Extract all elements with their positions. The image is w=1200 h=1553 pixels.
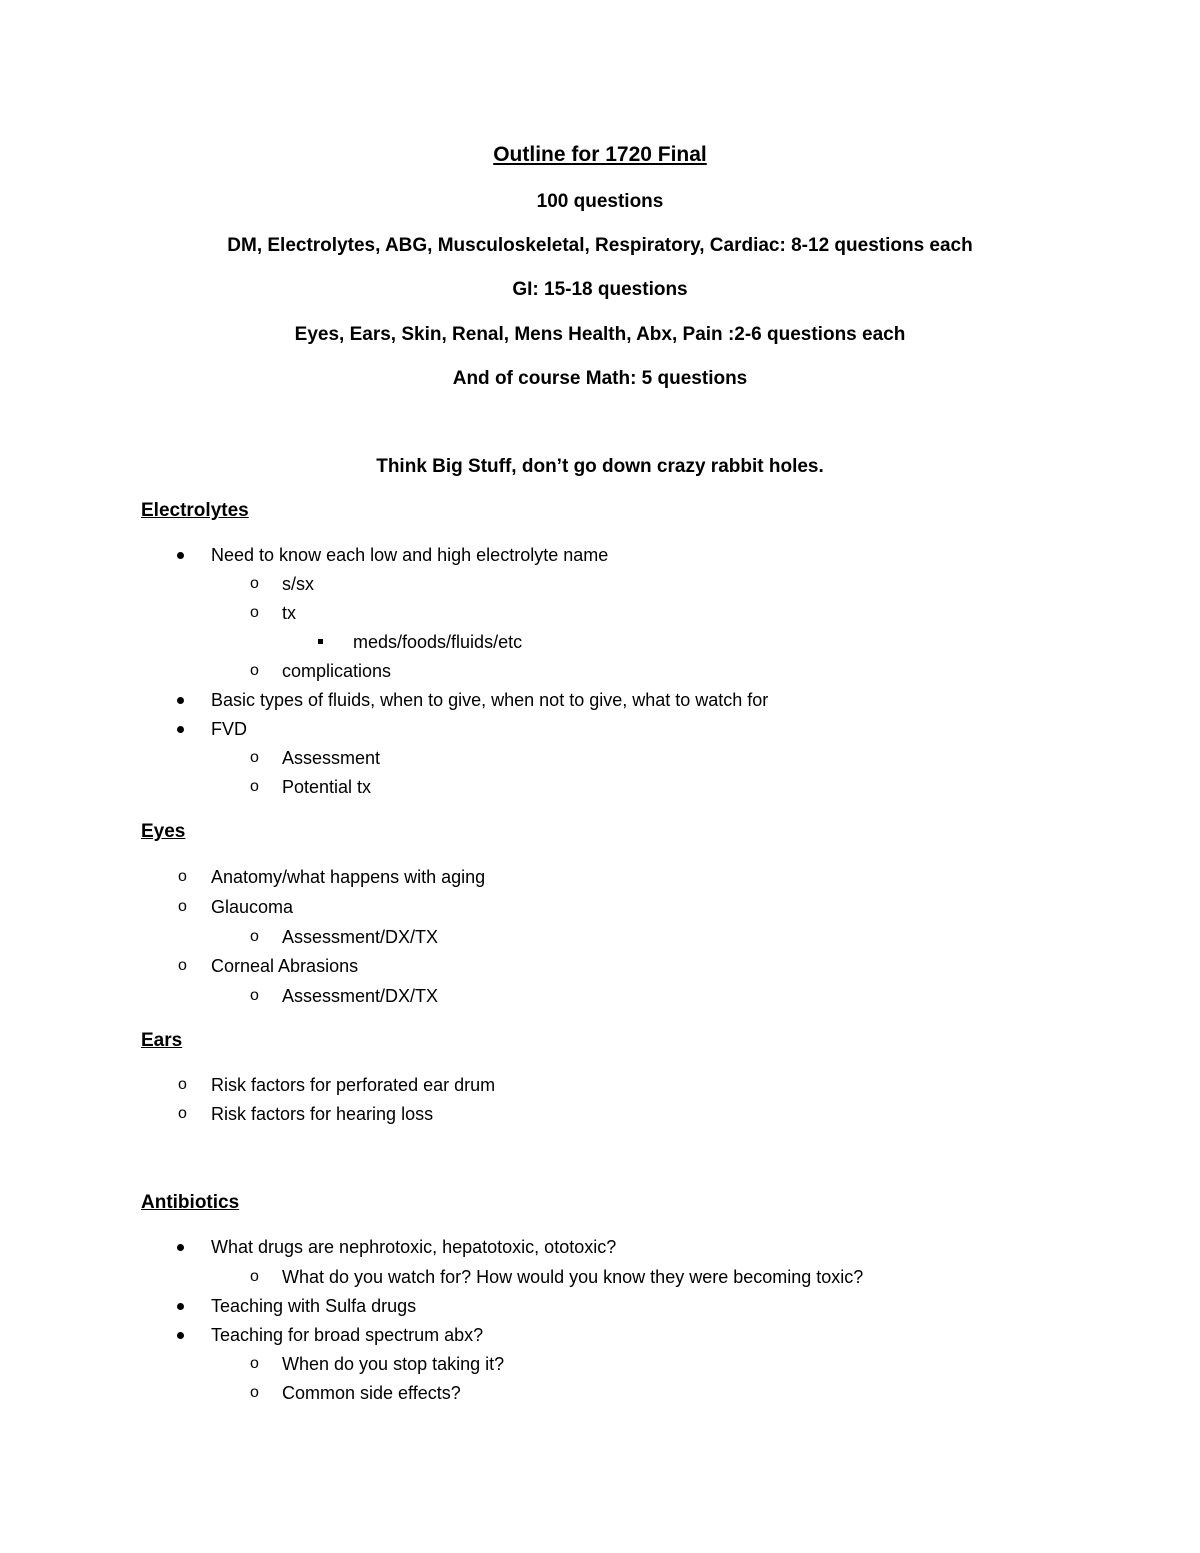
bullet-icon [177,552,184,559]
circle-bullet-icon: o [250,1384,259,1401]
list-item: Risk factors for hearing loss [211,1104,434,1124]
list-item: Need to know each low and high electrolyte name [211,545,609,565]
list-item: tx [282,603,297,623]
list-item: Anatomy/what happens with aging [211,867,486,887]
circle-bullet-icon: o [250,987,259,1004]
bullet-icon [177,726,184,733]
circle-bullet-icon: o [178,1076,187,1093]
document-title: Outline for 1720 Final [493,143,707,166]
bullet-icon [177,1332,184,1339]
list-item: Common side effects? [282,1383,461,1403]
circle-bullet-icon: o [178,1105,187,1122]
topic-breakdown-line: Eyes, Ears, Skin, Renal, Mens Health, Abx, Pain :2-6 questions each [294,324,906,345]
list-item: Teaching with Sulfa drugs [211,1296,417,1316]
section-heading-eyes: Eyes [141,821,186,842]
list-item: Assessment [282,748,381,768]
list-item: Assessment/DX/TX [282,927,439,947]
square-bullet-icon [318,639,323,644]
circle-bullet-icon: o [250,1268,259,1285]
circle-bullet-icon: o [250,604,259,621]
circle-bullet-icon: o [250,778,259,795]
section-heading-electrolytes: Electrolytes [141,500,249,521]
list-item: Corneal Abrasions [211,956,359,976]
section-heading-ears: Ears [141,1030,183,1051]
bullet-icon [177,697,184,704]
list-item: Teaching for broad spectrum abx? [211,1325,484,1345]
circle-bullet-icon: o [250,662,259,679]
topic-breakdown-line: GI: 15-18 questions [512,279,688,300]
bullet-icon [177,1303,184,1310]
circle-bullet-icon: o [250,1355,259,1372]
list-item: complications [282,661,392,681]
list-item: meds/foods/fluids/etc [353,632,523,652]
list-item: What do you watch for? How would you know they were becoming toxic? [282,1267,864,1287]
circle-bullet-icon: o [250,749,259,766]
list-item: FVD [211,719,247,739]
circle-bullet-icon: o [178,957,187,974]
list-item: What drugs are nephrotoxic, hepatotoxic, ototoxic? [211,1237,617,1257]
circle-bullet-icon: o [250,928,259,945]
topic-breakdown-line: DM, Electrolytes, ABG, Musculoskeletal, Respiratory, Cardiac: 8-12 questions each [227,235,973,256]
circle-bullet-icon: o [178,898,187,915]
section-heading-antibiotics: Antibiotics [141,1192,240,1213]
tagline: Think Big Stuff, don’t go down crazy rabbit holes. [376,456,824,477]
list-item: Glaucoma [211,897,294,917]
list-item: s/sx [282,574,315,594]
bullet-icon [177,1244,184,1251]
circle-bullet-icon: o [178,868,187,885]
list-item: Risk factors for perforated ear drum [211,1075,496,1095]
list-item: Potential tx [282,777,372,797]
question-count: 100 questions [536,191,664,212]
list-item: Basic types of fluids, when to give, when not to give, what to watch for [211,690,769,710]
list-item: Assessment/DX/TX [282,986,439,1006]
list-item: When do you stop taking it? [282,1354,505,1374]
topic-breakdown-line: And of course Math: 5 questions [452,368,748,389]
circle-bullet-icon: o [250,575,259,592]
